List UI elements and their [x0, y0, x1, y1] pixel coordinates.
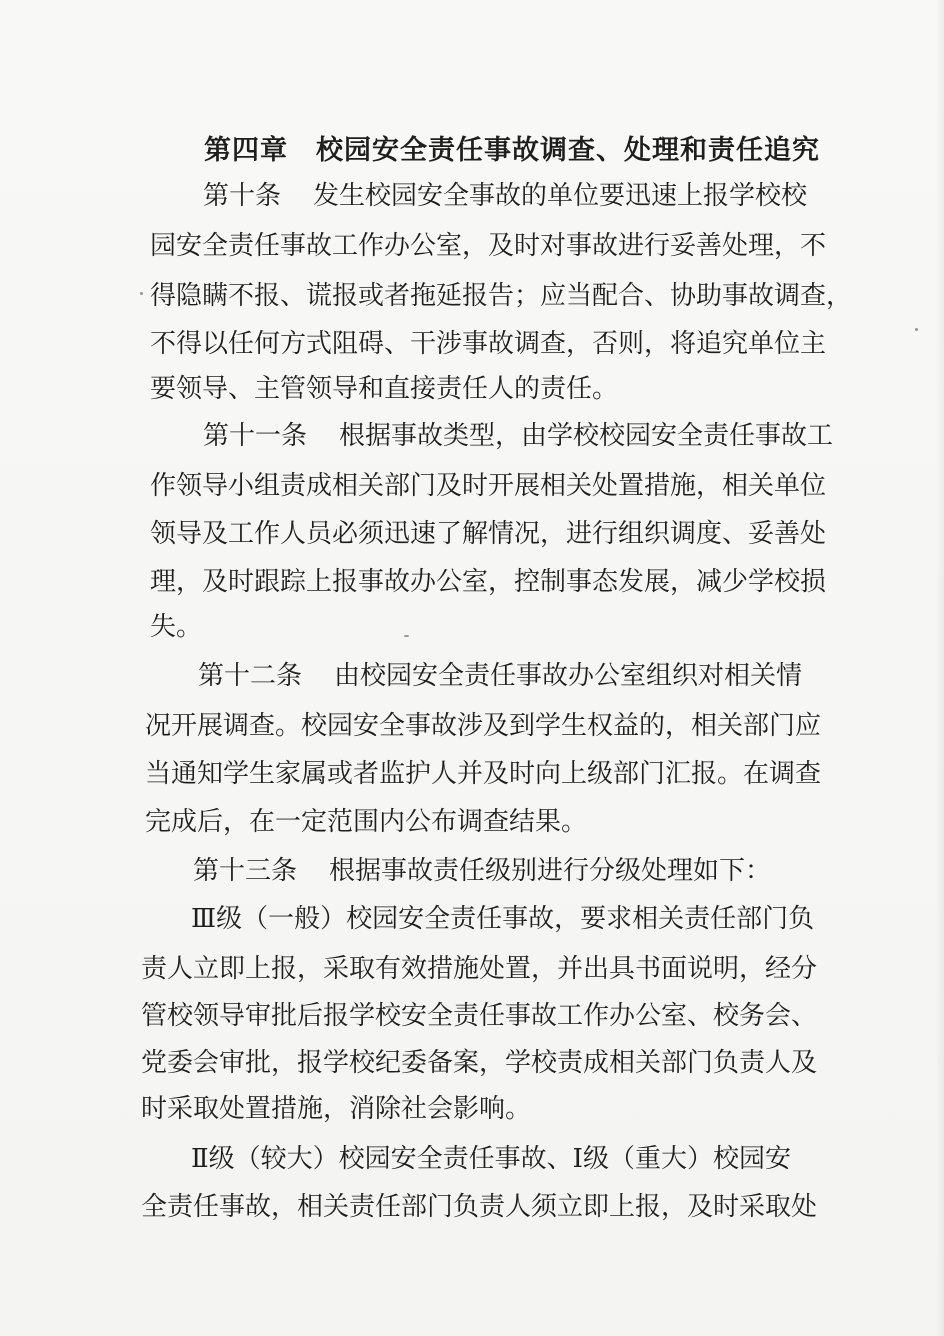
level-3-line: 党委会审批，报学校纪委备案，学校责成相关部门负责人及: [141, 1048, 818, 1078]
article-12-label: 第十二条: [198, 661, 303, 691]
article-12-line: 当通知学生家属或者监护人并及时向上级部门汇报。在调查: [145, 759, 822, 789]
article-11-line: 作领导小组责成相关部门及时开展相关处置措施，相关单位: [150, 471, 827, 501]
chapter-name: 校园安全责任事故调查、处理和责任追究: [316, 135, 820, 166]
level-3-line: 管校领导审批后报学校安全责任事故工作办公室、校务会、: [141, 1001, 818, 1031]
scan-edge-shadow: [936, 0, 944, 1336]
scan-speck: [915, 328, 918, 331]
article-10-line: 要领导、主管领导和直接责任人的责任。: [150, 374, 619, 404]
level-3-line: 责人立即上报，采取有效措施处置，并出具书面说明，经分: [141, 954, 818, 984]
article-11-line: 理，及时跟踪上报事故办公室，控制事态发展，减少学校损: [150, 567, 827, 597]
article-10-line: 不得以任何方式阻碍、干涉事故调查，否则，将追究单位主: [150, 329, 827, 359]
level-3-line: Ⅲ级（一般）校园安全责任事故，要求相关责任部门负: [191, 904, 815, 934]
article-12-first-line: 第十二条 由校园安全责任事故办公室组织对相关情: [198, 661, 803, 691]
scan-speck: [404, 635, 409, 637]
article-13-label: 第十三条: [193, 856, 298, 886]
article-11-line: 失。: [150, 612, 203, 642]
level-2-1-line: Ⅱ级（较大）校园安全责任事故、Ⅰ级（重大）校园安: [191, 1144, 791, 1174]
article-10-first-line: 第十条 发生校园安全事故的单位要迅速上报学校校: [203, 181, 808, 211]
chapter-number: 第四章: [204, 135, 288, 166]
article-11-line: 领导及工作人员必须迅速了解情况，进行组织调度、妥善处: [150, 519, 827, 549]
article-10-label: 第十条: [203, 181, 282, 211]
scan-speck: [140, 292, 143, 295]
article-10-line: 园安全责任事故工作办公室，及时对事故进行妥善处理，不: [150, 231, 827, 261]
level-3-line: 时采取处置措施，消除社会影响。: [141, 1094, 532, 1124]
article-13-first-line: 第十三条 根据事故责任级别进行分级处理如下：: [193, 856, 772, 886]
level-2-1-line: 全责任事故，相关责任部门负责人须立即上报，及时采取处: [141, 1192, 818, 1222]
chapter-title: [204, 128, 820, 167]
article-10-line: 得隐瞒不报、谎报或者拖延报告；应当配合、协助事故调查，: [150, 281, 853, 311]
article-11-first-line: 第十一条 根据事故类型，由学校校园安全责任事故工: [203, 421, 834, 451]
article-12-line: 况开展调查。校园安全事故涉及到学生权益的，相关部门应: [145, 711, 822, 741]
article-11-label: 第十一条: [203, 421, 308, 451]
article-12-line: 完成后，在一定范围内公布调查结果。: [145, 807, 588, 837]
